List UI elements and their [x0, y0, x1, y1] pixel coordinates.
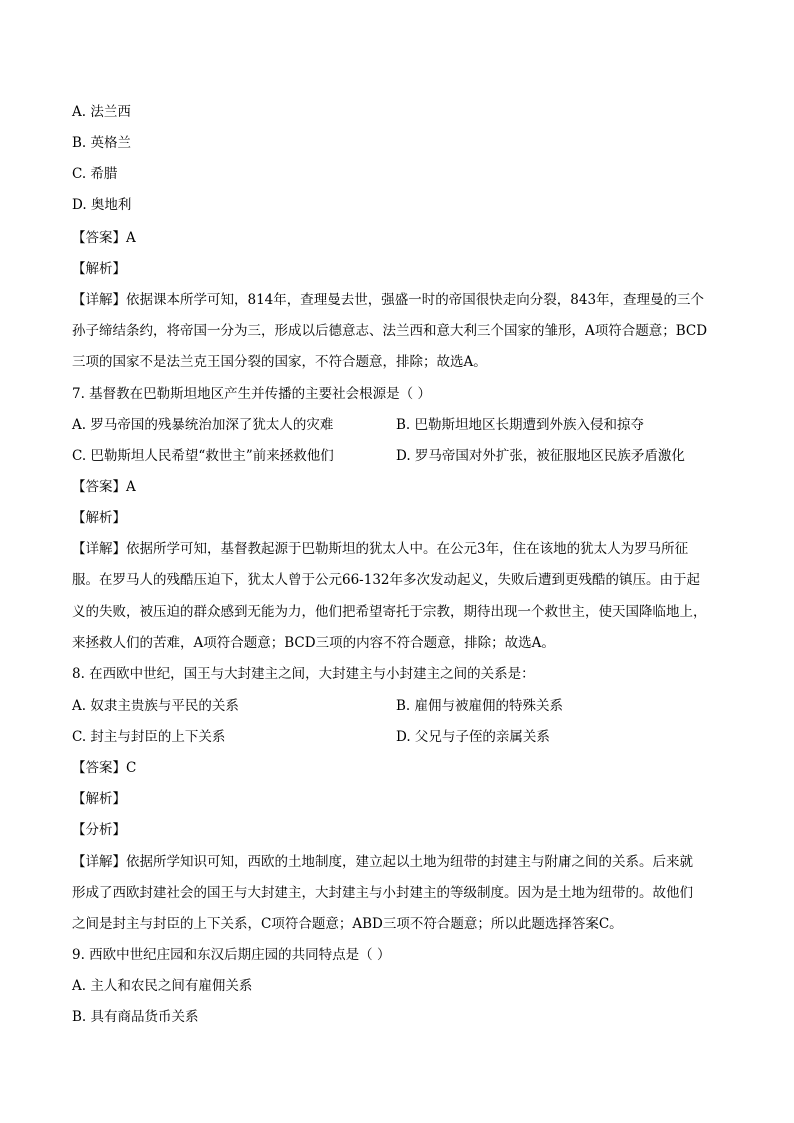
q7-option-d: D. 罗马帝国对外扩张，被征服地区民族矛盾激化 [396, 448, 685, 464]
q7-detail-line2: 服。在罗马人的残酷压迫下，犹太人曾于公元66-132年多次发动起义，失败后遭到更残酷的镇压。由于起 [72, 572, 701, 588]
q8-detail-line3: 之间是封主与封臣的上下关系，C项符合题意；ABD三项不符合题意；所以此题选择答案C。 [72, 916, 623, 932]
q8-fenxi-label: 【分析】 [72, 822, 126, 838]
q7-detail-line1 [72, 539, 688, 559]
q6-option-b: B. 英格兰 [72, 135, 132, 151]
detail-text: 依据所学知识可知，西欧的土地制度，建立起以土地为纽带的封建主与附庸之间的关系。后来就 [126, 854, 693, 870]
answer-label: 【答案】 [72, 479, 126, 495]
q6-detail-line3: 三项的国家不是法兰克王国分裂的国家，不符合题意，排除；故选A。 [72, 354, 487, 370]
q6-option-d: D. 奥地利 [72, 197, 132, 213]
detail-label: 【详解】 [72, 854, 126, 870]
q8-answer [72, 758, 136, 778]
q7-option-a: A. 罗马帝国的残暴统治加深了犹太人的灾难 [72, 417, 334, 433]
detail-text: 依据所学可知，基督教起源于巴勒斯坦的犹太人中。在公元3年，住在该地的犹太人为罗马所征 [126, 541, 689, 557]
q8-option-c: C. 封主与封臣的上下关系 [72, 729, 226, 745]
q7-option-c: C. 巴勒斯坦人民希望“救世主”前来拯救他们 [72, 448, 334, 464]
q9-option-a: A. 主人和农民之间有雇佣关系 [72, 978, 253, 994]
q8-stem: 8. 在西欧中世纪，国王与大封建主之间，大封建主与小封建主之间的关系是： [72, 666, 535, 682]
q6-analysis-label: 【解析】 [72, 261, 126, 277]
answer-value: A [126, 479, 136, 495]
answer-value: A [126, 230, 136, 246]
q6-option-c: C. 希腊 [72, 166, 118, 182]
q9-option-b: B. 具有商品货币关系 [72, 1009, 199, 1025]
q8-option-b: B. 雇佣与被雇佣的特殊关系 [396, 698, 564, 714]
detail-text: 依据课本所学可知，814年，查理曼去世，强盛一时的帝国很快走向分裂，843年，查理曼的三个 [126, 292, 705, 308]
detail-label: 【详解】 [72, 541, 126, 557]
q7-answer [72, 477, 136, 497]
q6-answer [72, 228, 136, 248]
q7-detail-line4: 来拯救人们的苦难，A项符合题意；BCD三项的内容不符合题意，排除；故选A。 [72, 635, 555, 651]
q6-detail-line1 [72, 290, 704, 310]
q7-stem: 7. 基督教在巴勒斯坦地区产生并传播的主要社会根源是（ ） [72, 386, 431, 402]
q9-stem: 9. 西欧中世纪庄园和东汉后期庄园的共同特点是（ ） [72, 947, 391, 963]
q7-detail-line3: 义的失败，被压迫的群众感到无能为力，他们把希望寄托于宗教，期待出现一个救世主，使天国降临地上， [72, 604, 707, 620]
answer-label: 【答案】 [72, 760, 126, 776]
q7-option-b: B. 巴勒斯坦地区长期遭到外族入侵和掠夺 [396, 417, 645, 433]
q8-analysis-label: 【解析】 [72, 791, 126, 807]
q8-detail-line2: 形成了西欧封建社会的国王与大封建主，大封建主与小封建主的等级制度。因为是土地为纽带的。故他们 [72, 885, 693, 901]
answer-label: 【答案】 [72, 230, 126, 246]
detail-label: 【详解】 [72, 292, 126, 308]
q8-option-a: A. 奴隶主贵族与平民的关系 [72, 698, 239, 714]
q6-option-a: A. 法兰西 [72, 104, 131, 120]
answer-value: C [126, 760, 137, 776]
q7-analysis-label: 【解析】 [72, 510, 126, 526]
q8-option-d: D. 父兄与子侄的亲属关系 [396, 729, 550, 745]
q6-detail-line2: 孙子缔结条约，将帝国一分为三，形成以后德意志、法兰西和意大利三个国家的雏形，A项符合题意；BCD [72, 323, 708, 339]
q8-detail-line1 [72, 852, 693, 872]
